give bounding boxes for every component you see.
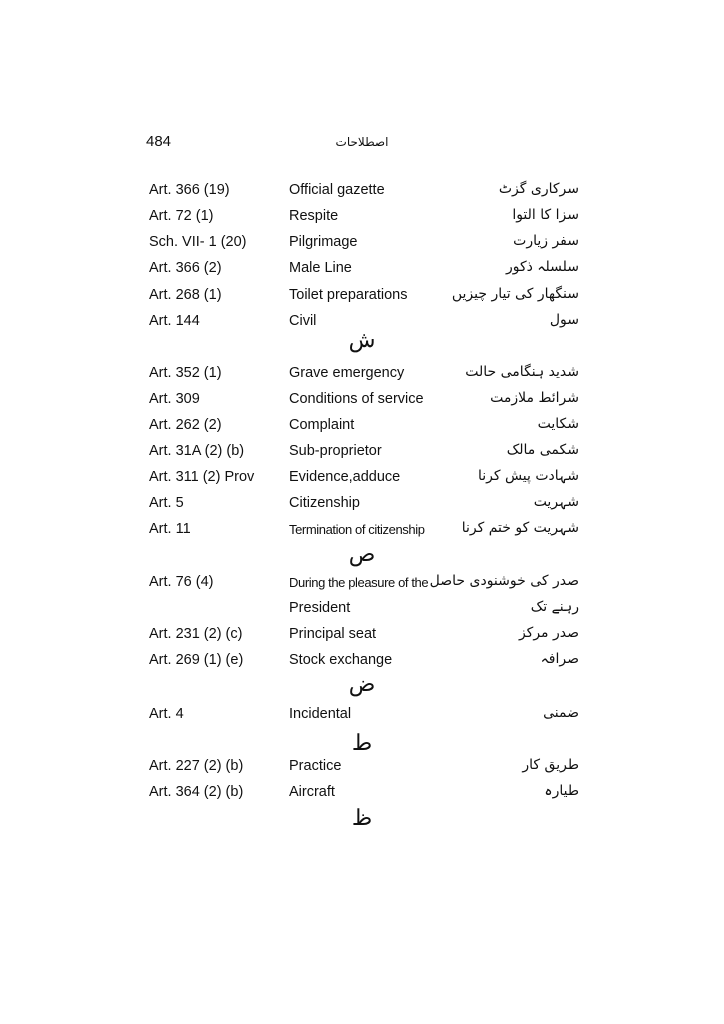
- section-letter: ظ: [351, 806, 373, 831]
- article-reference: Art. 366 (19): [149, 182, 230, 198]
- article-reference: Art. 76 (4): [149, 574, 214, 590]
- english-term: Principal seat: [289, 626, 377, 642]
- urdu-term: سلسلہ ذکور: [505, 259, 579, 275]
- glossary-row: [0, 495, 724, 519]
- article-reference: Art. 352 (1): [149, 365, 222, 381]
- section-letter: ص: [348, 542, 376, 567]
- article-reference: Art. 4: [149, 706, 184, 722]
- glossary-row: [0, 391, 724, 415]
- english-term: Complaint: [289, 417, 355, 433]
- urdu-term: صرافہ: [540, 651, 579, 667]
- urdu-term: سرکاری گزٹ: [498, 181, 579, 197]
- english-term: Incidental: [289, 706, 352, 722]
- glossary-row: [0, 417, 724, 441]
- english-term: Sub-proprietor: [289, 443, 382, 459]
- english-term: Aircraft: [289, 784, 335, 800]
- english-term: Respite: [289, 208, 339, 224]
- glossary-row: [0, 758, 724, 782]
- article-reference: Art. 144: [149, 313, 200, 329]
- english-term: Civil: [289, 313, 317, 329]
- glossary-row: [0, 365, 724, 389]
- glossary-row: [0, 287, 724, 311]
- urdu-term: صدر مرکز: [518, 625, 579, 641]
- article-reference: Art. 366 (2): [149, 260, 222, 276]
- urdu-term: ضمنی: [543, 705, 579, 721]
- article-reference: Art. 311 (2) Prov: [149, 469, 255, 485]
- urdu-term: شدید ہنگامی حالت: [465, 364, 579, 380]
- english-term: Citizenship: [289, 495, 360, 511]
- urdu-term: شرائط ملازمت: [490, 390, 579, 406]
- section-letter: ط: [351, 731, 373, 756]
- english-term: Official gazette: [289, 182, 385, 198]
- english-term: Evidence,adduce: [289, 469, 401, 485]
- urdu-term: سنگھار کی تیار چیزیں: [451, 286, 579, 302]
- article-reference: Art. 262 (2): [149, 417, 222, 433]
- urdu-term: شہادت پیش کرنا: [477, 468, 579, 484]
- glossary-row: [0, 208, 724, 232]
- section-letter: ض: [348, 672, 376, 697]
- article-reference: Art. 31A (2) (b): [149, 443, 245, 459]
- english-term: President: [289, 600, 351, 616]
- urdu-term: طیارہ: [544, 783, 579, 799]
- article-reference: Art. 269 (1) (e): [149, 652, 244, 668]
- glossary-row: [0, 784, 724, 808]
- glossary-row: [0, 182, 724, 206]
- english-term: During the pleasure of the: [289, 575, 429, 590]
- english-term: Termination of citizenship: [289, 522, 425, 537]
- glossary-row: [0, 706, 724, 730]
- glossary-row: [0, 234, 724, 258]
- urdu-term: صدر کی خوشنودی حاصل: [429, 573, 579, 589]
- english-term: Pilgrimage: [289, 234, 358, 250]
- english-term: Practice: [289, 758, 342, 774]
- glossary-row: [0, 626, 724, 650]
- glossary-row: [0, 574, 724, 598]
- section-letter: ش: [348, 328, 376, 353]
- page-header-title: اصطلاحات: [335, 135, 389, 149]
- article-reference: Art. 268 (1): [149, 287, 222, 303]
- article-reference: Art. 309: [149, 391, 200, 407]
- glossary-row: [0, 443, 724, 467]
- article-reference: Art. 72 (1): [149, 208, 214, 224]
- article-reference: Art. 5: [149, 495, 184, 511]
- english-term: Toilet preparations: [289, 287, 408, 303]
- article-reference: Art. 364 (2) (b): [149, 784, 244, 800]
- urdu-term: شہریت کو ختم کرنا: [461, 520, 579, 536]
- urdu-term: رہنے تک: [530, 599, 579, 615]
- article-reference: Art. 227 (2) (b): [149, 758, 244, 774]
- english-term: Conditions of service: [289, 391, 424, 407]
- glossary-row: [0, 260, 724, 284]
- article-reference: Art. 11: [149, 521, 191, 537]
- urdu-term: طریق کار: [522, 757, 579, 773]
- urdu-term: شکمی مالک: [506, 442, 579, 458]
- english-term: Grave emergency: [289, 365, 405, 381]
- english-term: Male Line: [289, 260, 352, 276]
- urdu-term: سفر زیارت: [513, 233, 579, 249]
- urdu-term: شہریت: [533, 494, 579, 510]
- article-reference: Sch. VII- 1 (20): [149, 234, 247, 250]
- english-term: Stock exchange: [289, 652, 393, 668]
- urdu-term: سزا کا التوا: [512, 207, 579, 223]
- urdu-term: سول: [549, 312, 579, 328]
- glossary-row: [0, 600, 724, 624]
- glossary-row: [0, 469, 724, 493]
- urdu-term: شکایت: [537, 416, 579, 432]
- article-reference: Art. 231 (2) (c): [149, 626, 243, 642]
- page-number: 484: [146, 133, 172, 150]
